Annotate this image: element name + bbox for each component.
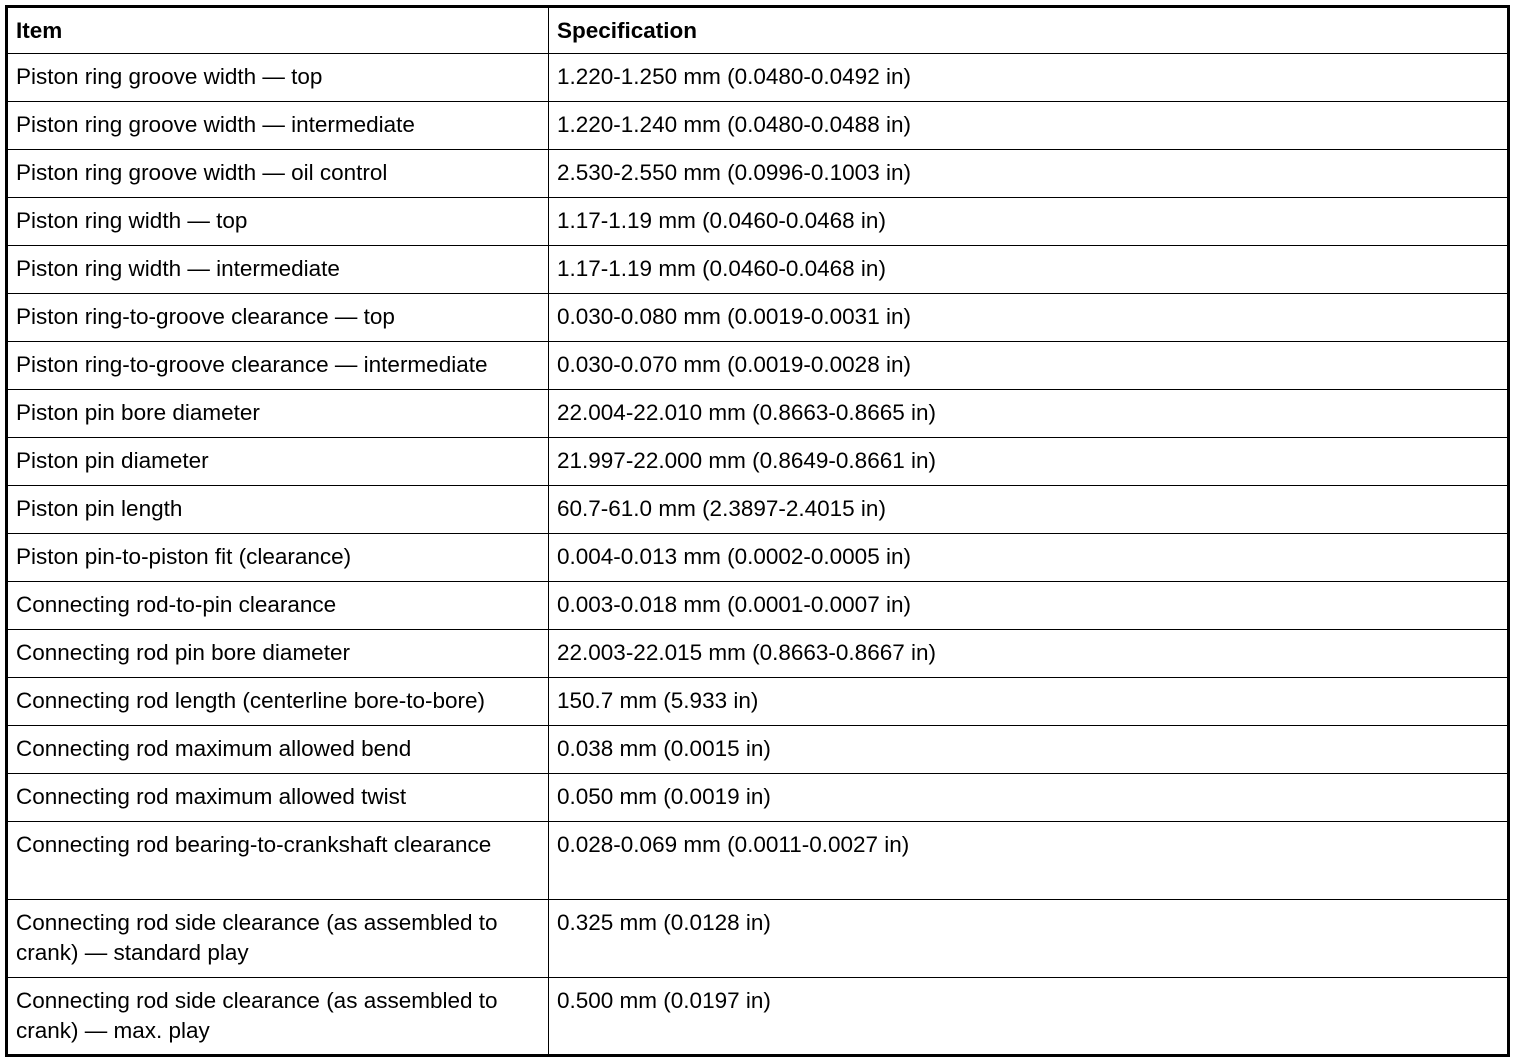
specification-cell: 0.030-0.070 mm (0.0019-0.0028 in) [549, 342, 1509, 390]
item-cell: Piston pin-to-piston fit (clearance) [7, 534, 549, 582]
specification-cell: 1.17-1.19 mm (0.0460-0.0468 in) [549, 246, 1509, 294]
item-cell: Piston ring-to-groove clearance — top [7, 294, 549, 342]
table-row [7, 198, 1509, 246]
table-row [7, 246, 1509, 294]
column-header-specification: Specification [549, 7, 1509, 54]
specification-cell: 0.325 mm (0.0128 in) [549, 900, 1509, 978]
specification-cell: 0.028-0.069 mm (0.0011-0.0027 in) [549, 822, 1509, 900]
specification-cell: 1.220-1.250 mm (0.0480-0.0492 in) [549, 54, 1509, 102]
table-row [7, 390, 1509, 438]
item-cell: Connecting rod-to-pin clearance [7, 582, 549, 630]
item-cell: Connecting rod side clearance (as assembled to crank) — max. play [7, 978, 549, 1056]
table-row [7, 54, 1509, 102]
item-cell: Connecting rod maximum allowed twist [7, 774, 549, 822]
specification-cell: 150.7 mm (5.933 in) [549, 678, 1509, 726]
table-row [7, 342, 1509, 390]
item-cell: Piston ring groove width — intermediate [7, 102, 549, 150]
specification-cell: 1.220-1.240 mm (0.0480-0.0488 in) [549, 102, 1509, 150]
table-row [7, 678, 1509, 726]
specification-cell: 0.030-0.080 mm (0.0019-0.0031 in) [549, 294, 1509, 342]
specification-cell: 0.500 mm (0.0197 in) [549, 978, 1509, 1056]
item-cell: Connecting rod pin bore diameter [7, 630, 549, 678]
item-cell: Piston ring width — top [7, 198, 549, 246]
table-body [7, 54, 1509, 1056]
item-cell: Connecting rod length (centerline bore-to-bore) [7, 678, 549, 726]
item-cell: Connecting rod maximum allowed bend [7, 726, 549, 774]
item-cell: Piston pin bore diameter [7, 390, 549, 438]
specification-table [5, 5, 1510, 1057]
table-row [7, 978, 1509, 1056]
specification-cell: 21.997-22.000 mm (0.8649-0.8661 in) [549, 438, 1509, 486]
item-cell: Piston pin diameter [7, 438, 549, 486]
table-header-row [7, 7, 1509, 54]
item-cell: Piston ring width — intermediate [7, 246, 549, 294]
table-row [7, 102, 1509, 150]
table-row [7, 774, 1509, 822]
item-cell: Piston pin length [7, 486, 549, 534]
table-row [7, 630, 1509, 678]
table-row [7, 900, 1509, 978]
specification-cell: 0.050 mm (0.0019 in) [549, 774, 1509, 822]
table-row [7, 486, 1509, 534]
specification-cell: 2.530-2.550 mm (0.0996-0.1003 in) [549, 150, 1509, 198]
table-row [7, 438, 1509, 486]
item-cell: Piston ring groove width — oil control [7, 150, 549, 198]
specification-cell: 22.003-22.015 mm (0.8663-0.8667 in) [549, 630, 1509, 678]
table-row [7, 150, 1509, 198]
table-row [7, 294, 1509, 342]
specification-cell: 22.004-22.010 mm (0.8663-0.8665 in) [549, 390, 1509, 438]
item-cell: Connecting rod side clearance (as assembled to crank) — standard play [7, 900, 549, 978]
item-cell: Connecting rod bearing-to-crankshaft clearance [7, 822, 549, 900]
specification-cell: 0.004-0.013 mm (0.0002-0.0005 in) [549, 534, 1509, 582]
table-row [7, 822, 1509, 900]
item-cell: Piston ring groove width — top [7, 54, 549, 102]
table-row [7, 726, 1509, 774]
column-header-item: Item [7, 7, 549, 54]
specification-cell: 60.7-61.0 mm (2.3897-2.4015 in) [549, 486, 1509, 534]
specification-cell: 0.003-0.018 mm (0.0001-0.0007 in) [549, 582, 1509, 630]
table-row [7, 534, 1509, 582]
item-cell: Piston ring-to-groove clearance — intermediate [7, 342, 549, 390]
specification-cell: 0.038 mm (0.0015 in) [549, 726, 1509, 774]
specification-cell: 1.17-1.19 mm (0.0460-0.0468 in) [549, 198, 1509, 246]
table-row [7, 582, 1509, 630]
